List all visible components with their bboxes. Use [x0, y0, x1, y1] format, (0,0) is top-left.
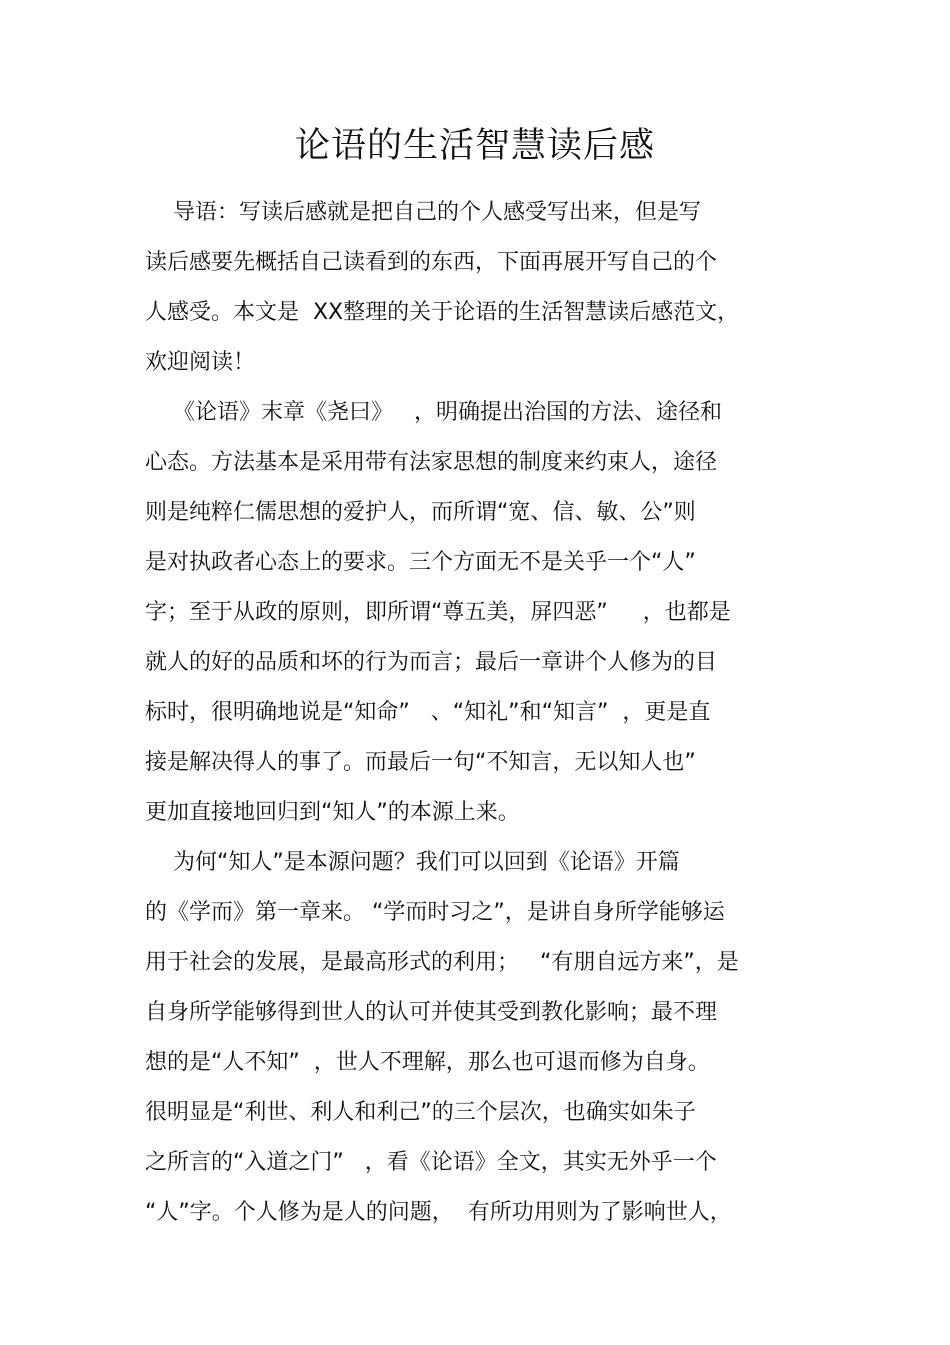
text-line: 之所言的“入道之门” ，看《论语》全文，其实无外乎一个 — [145, 1150, 717, 1175]
text-line: “人”字。个人修为是人的问题， 有所功用则为了影响世人， — [145, 1200, 732, 1225]
text-line: 是对执政者心态上的要求。三个方面无不是关乎一个“人” — [145, 550, 696, 575]
text-line: 导语：写读后感就是把自己的个人感受写出来，但是写 — [145, 200, 701, 225]
text-line: 就人的好的品质和坏的行为而言；最后一章讲个人修为的目 — [145, 650, 718, 675]
text-line: 字；至于从政的原则，即所谓“尊五美，屏四恶” ，也都是 — [145, 600, 731, 625]
text-line: 标时，很明确地说是“知命” 、“知礼”和“知言” ，更是直 — [145, 700, 711, 725]
text-line: 想的是“人不知” ，世人不理解，那么也可退而修为自身。 — [145, 1050, 710, 1075]
text-line: 读后感要先概括自己读看到的东西，下面再展开写自己的个 — [145, 250, 718, 275]
document-body — [145, 188, 835, 1238]
text-line: 人感受。本文是 XX整理的关于论语的生活智慧读后感范文， — [145, 300, 740, 325]
text-line: 心态。方法基本是采用带有法家思想的制度来约束人，途径 — [145, 450, 718, 475]
text-line: 《论语》末章《尧曰》 ，明确提出治国的方法、途径和 — [145, 400, 722, 425]
text-line: 接是解决得人的事了。而最后一句“不知言，无以知人也” — [145, 750, 696, 775]
text-line: 自身所学能够得到世人的认可并使其受到教化影响；最不理 — [145, 1000, 718, 1025]
text-line: 为何“知人”是本源问题？我们可以回到《论语》开篇 — [145, 850, 680, 875]
text-line: 很明显是“利世、利人和利己”的三个层次，也确实如朱子 — [145, 1100, 696, 1125]
text-line: 的《学而》第一章来。 “学而时习之”，是讲自身所学能够运 — [145, 900, 725, 925]
text-line: 用于社会的发展，是最高形式的利用； “有朋自远方来”，是 — [145, 950, 739, 975]
text-line: 更加直接地回归到“知人”的本源上来。 — [145, 800, 520, 825]
text-line: 则是纯粹仁儒思想的爱护人，而所谓“宽、信、敏、公”则 — [145, 500, 696, 525]
text-line: 欢迎阅读！ — [145, 350, 256, 375]
document-title: 论语的生活智慧读后感 — [294, 126, 655, 166]
